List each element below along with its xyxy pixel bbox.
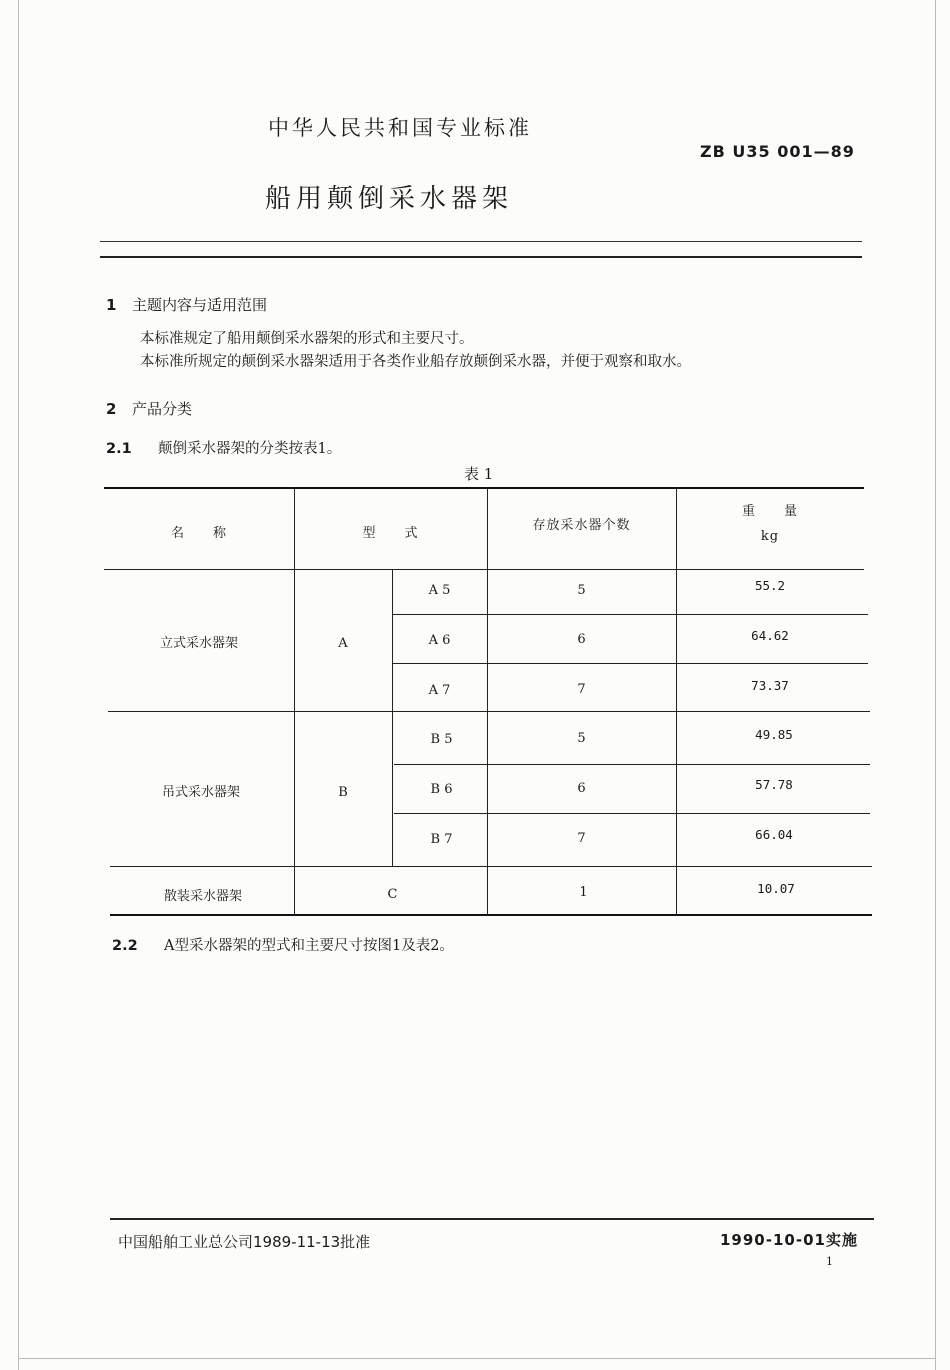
section-1-heading (106, 294, 267, 315)
section-2-heading (106, 398, 192, 419)
weight-b7: 66.04 (755, 827, 793, 842)
row-rule-a5 (392, 614, 868, 615)
section-2-2-number: 2.2 (112, 938, 138, 954)
section-2-title: 产品分类 (132, 400, 193, 418)
weight-a6: 64.62 (751, 628, 789, 643)
group-b-name: 吊式采水器架 (161, 785, 240, 800)
table-top-rule (104, 487, 864, 489)
header-type: 型 式 (362, 526, 419, 541)
header-rule-thin (100, 241, 862, 242)
row-rule-b6 (394, 813, 870, 814)
weight-b5: 49.85 (755, 727, 793, 742)
table-bottom-rule (110, 914, 872, 916)
col-rule-name (294, 487, 295, 915)
page-border-left (18, 0, 19, 1370)
group-rule-a (108, 711, 870, 712)
count-b7: 7 (577, 831, 586, 846)
section-2-1 (106, 437, 341, 458)
section-1-paragraph-1: 本标准规定了船用颠倒采水器架的形式和主要尺寸。 (140, 331, 474, 347)
group-b-type: B (338, 785, 348, 800)
header-weight: 重 量 (741, 504, 798, 519)
standard-code: ZB U35 001—89 (700, 142, 855, 161)
count-b6: 6 (577, 781, 586, 796)
standard-org-title: 中华人民共和国专业标准 (268, 116, 532, 140)
col-rule-count (676, 487, 677, 915)
group-c-type: C (387, 887, 398, 902)
section-2-2-text: A型采水器架的型式和主要尺寸按图1及表2。 (164, 938, 454, 954)
section-2-2 (112, 934, 454, 955)
count-a6: 6 (577, 632, 586, 647)
weight-a7: 73.37 (751, 678, 789, 693)
count-a5: 5 (577, 583, 586, 598)
header-count: 存放采水器个数 (532, 518, 631, 533)
header-name: 名 称 (170, 526, 227, 541)
document-title: 船用颠倒采水器架 (265, 184, 514, 214)
effective-date: 1990-10-01实施 (720, 1231, 858, 1249)
group-c-name: 散装采水器架 (163, 889, 242, 904)
table-1-caption: 表 1 (464, 465, 494, 483)
weight-a5: 55.2 (754, 578, 786, 593)
group-rule-b (110, 866, 872, 867)
page-border-bottom (18, 1358, 936, 1359)
section-2-1-text: 颠倒采水器架的分类按表1。 (158, 441, 342, 457)
section-1-title: 主题内容与适用范围 (132, 296, 268, 314)
count-b5: 5 (577, 731, 586, 746)
count-a7: 7 (577, 682, 586, 697)
section-1-number: 1 (106, 296, 117, 314)
weight-b6: 57.78 (755, 777, 793, 792)
footer-rule (110, 1218, 874, 1220)
col-rule-model (487, 487, 488, 915)
model-b5: B 5 (430, 732, 453, 747)
page-border-right (935, 0, 936, 1370)
section-2-1-number: 2.1 (106, 441, 132, 457)
model-a6: A 6 (428, 633, 451, 648)
model-a7: A 7 (428, 683, 451, 698)
group-a-name: 立式采水器架 (159, 636, 238, 651)
approval-line: 中国船舶工业总公司1989-11-13批准 (118, 1233, 371, 1251)
model-b7: B 7 (430, 832, 453, 847)
model-a5: A 5 (428, 583, 451, 598)
page-number: 1 (826, 1255, 833, 1268)
group-a-type: A (338, 636, 348, 651)
header-rule-thick (100, 256, 862, 258)
model-b6: B 6 (430, 782, 453, 797)
header-weight-unit: kg (760, 529, 780, 544)
weight-c: 10.07 (757, 881, 795, 896)
row-rule-a6 (392, 663, 868, 664)
count-c: 1 (579, 885, 588, 900)
row-rule-b5 (394, 764, 870, 765)
col-rule-type (392, 569, 393, 867)
table-header-rule (104, 569, 864, 570)
section-2-number: 2 (106, 400, 117, 418)
section-1-paragraph-2: 本标准所规定的颠倒采水器架适用于各类作业船存放颠倒采水器，并便于观察和取水。 (140, 354, 691, 370)
